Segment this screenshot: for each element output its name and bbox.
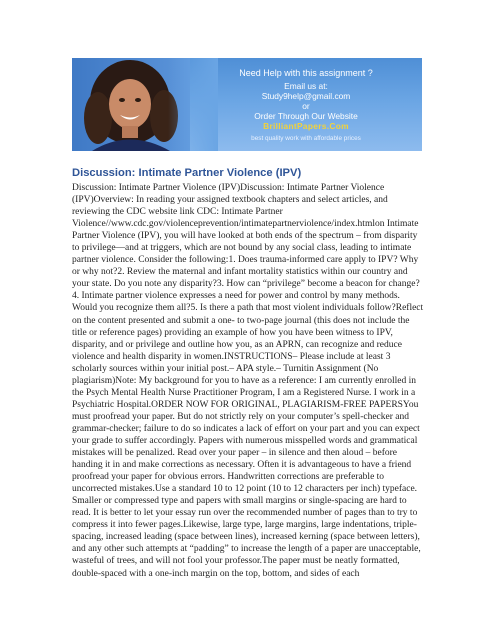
banner-tagline: best quality work with affordable prices (251, 135, 361, 142)
document-title: Discussion: Intimate Partner Violence (IPV) (72, 167, 302, 179)
banner-help-text: Need Help with this assignment ? (239, 68, 373, 78)
document-body-text: Discussion: Intimate Partner Violence (IPV)Discussion: Intimate Partner Violence (IPV)Overview: In reading your assigned textbook chapters and select articles, and reviewing the CDC website link CDC: Intimate Partner Violence//www.cdc.gov/violenceprevention/intimatepartnerviolence/index.htmlon Intimate Partner Violence (IPV), you will have looked at both ends of the spectrum – from disparity to privilege—and at triggers, which are not bound by any social class, leading to intimate partner violence. Consider the following:1. Does trauma-informed care apply to IPV? Why or why not?2. Review the maternal and infant mortality statistics within our country and your state. Do you note any disparity?3. How can “privilege” become a beacon for change?4. Intimate partner violence expresses a need for power and control by many methods. Would you recognize them all?5. Is there a path that most violent individuals follow?Reflect on the content presented and submit a one- to two-page journal (this does not include the title or reference pages) providing an example of how you have been witness to IPV, disparity, and or privilege and outline how you, as an APRN, can recognize and reduce violence and health disparity in women.INSTRUCTIONS– Please include at least 3 scholarly sources within your initial post.– APA style.– Turnitin Assignment (No plagiarism)Note: My background for you to have as a reference: I am currently enrolled in the Psych Mental Health Nurse Practitioner Program, I am a Registered Nurse. I work in a Psychiatric Hospital.ORDER NOW FOR ORIGINAL, PLAGIARISM-FREE PAPERSYou must proofread your paper. But do not strictly rely on your computer’s spell-checker and grammar-checker; failure to do so indicates a lack of effort on your part and you can expect your grade to suffer accordingly. Papers with numerous misspelled words and grammatical mistakes will be penalized. Read over your paper – in silence and then aloud – before handing it in and make corrections as necessary. Often it is advantageous to have a friend proofread your paper for obvious errors. Handwritten corrections are preferable to uncorrected mistakes.Use a standard 10 to 12 point (10 to 12 characters per inch) typeface. Smaller or compressed type and papers with small margins or single-spacing are hard to read. It is better to let your essay run over the recommended number of pages than to try to compress it into fewer pages.Likewise, large type, large margins, large indentations, triple-spacing, increased leading (space between lines), increased kerning (space between letters), and any other such attempts at “padding” to increase the length of a paper are unacceptable, wasteful of trees, and will not fool your professor.The paper must be neatly formatted, double-spaced with a one-inch margin on the top, bottom, and sides of each (72, 183, 424, 579)
banner-or-text: or (302, 101, 310, 111)
banner-website-link[interactable]: BrilliantPapers.Com (263, 121, 349, 131)
banner-email-label: Email us at: (284, 81, 328, 91)
banner-email-link[interactable]: Study9help@gmail.com (261, 91, 351, 101)
banner-text (196, 68, 416, 144)
banner-order-text: Order Through Our Website (254, 111, 358, 121)
advertisement-banner[interactable] (72, 58, 422, 151)
